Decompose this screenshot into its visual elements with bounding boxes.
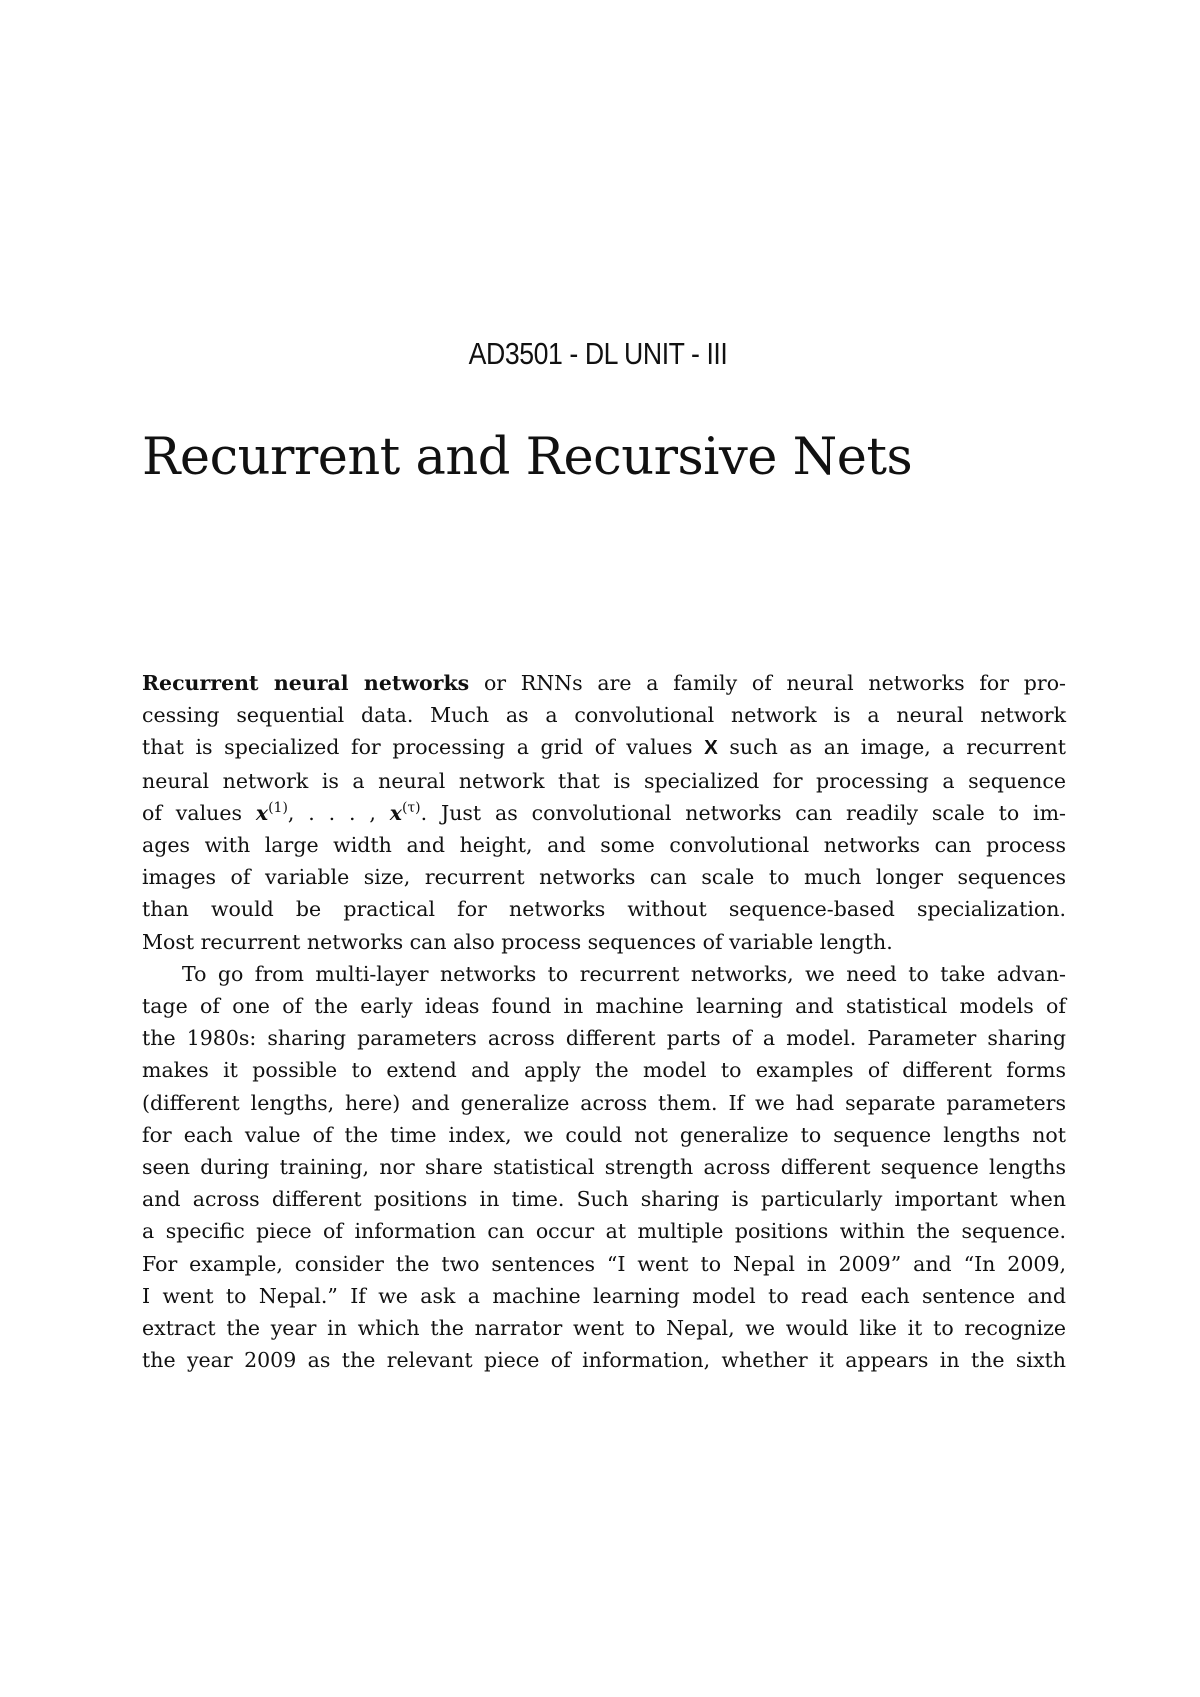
paragraph-2-line-9: a specific piece of information can occur at multiple positions within the sequence.	[142, 1219, 1066, 1244]
paragraph-1-line-6: ages with large width and height, and some convolutional networks can process	[142, 833, 1066, 858]
paragraph-2-line-3: the 1980s: sharing parameters across different parts of a model. Parameter sharing	[142, 1026, 1066, 1051]
key-term: Recurrent neural networks	[142, 671, 470, 695]
math-superscript: (τ)	[401, 799, 421, 816]
paragraph-2-line-6: for each value of the time index, we could not generalize to sequence lengths not	[142, 1122, 1066, 1147]
paragraph-2	[142, 958, 1066, 1377]
text-span: , . . . ,	[287, 800, 376, 825]
math-variable: X	[704, 736, 718, 760]
paragraph-2-line-2: tage of one of the early ideas found in machine learning and statistical models of	[142, 994, 1066, 1019]
paragraph-2-line-1: To go from multi-layer networks to recurrent networks, we need to take advan-	[182, 961, 1066, 986]
body-text	[142, 667, 1066, 1376]
paragraph-2-line-12: extract the year in which the narrator went to Nepal, we would like it to recognize	[142, 1316, 1066, 1341]
paragraph-1-line-9: Most recurrent networks can also process sequences of variable length.	[142, 929, 893, 954]
paragraph-1-line-5	[142, 797, 1066, 829]
text-span: that is specialized for processing a grid of values	[142, 735, 693, 760]
paragraph-1-line-1	[142, 667, 1066, 699]
paragraph-1-line-3	[142, 731, 1066, 764]
paragraph-1-line-4: neural network is a neural network that is specialized for processing a sequence	[142, 768, 1066, 793]
paragraph-2-line-4: makes it possible to extend and apply the model to examples of different forms	[142, 1058, 1066, 1083]
paragraph-1-line-7: images of variable size, recurrent networks can scale to much longer sequences	[142, 865, 1066, 890]
text-span: such as an image, a recurrent	[729, 735, 1066, 760]
paragraph-2-line-11: I went to Nepal.” If we ask a machine learning model to read each sentence and	[142, 1283, 1066, 1308]
paragraph-2-line-5: (different lengths, here) and generalize across them. If we had separate parameters	[142, 1090, 1066, 1115]
paragraph-2-line-7: seen during training, nor share statistical strength across different sequence lengths	[142, 1155, 1066, 1180]
paragraph-2-line-8: and across different positions in time. Such sharing is particularly important when	[142, 1187, 1066, 1212]
paragraph-2-line-13: the year 2009 as the relevant piece of information, whether it appears in the sixth	[142, 1348, 1066, 1373]
paragraph-1-line-2: cessing sequential data. Much as a convolutional network is a neural network	[142, 703, 1066, 728]
paragraph-1	[142, 667, 1066, 958]
text-span: of values	[142, 800, 242, 825]
course-header: AD3501 - DL UNIT - III	[468, 336, 728, 371]
paragraph-1-line-8: than would be practical for networks without sequence-based specialization.	[142, 897, 1066, 922]
math-variable: x	[255, 800, 269, 825]
math-superscript: (1)	[268, 799, 288, 816]
paragraph-2-line-10: For example, consider the two sentences “I went to Nepal in 2009” and “In 2009,	[142, 1251, 1066, 1276]
text-span: or RNNs are a family of neural networks for pro-	[483, 671, 1066, 695]
math-variable: x	[389, 800, 402, 825]
text-span: . Just as convolutional networks can readily scale to im-	[420, 800, 1066, 825]
chapter-title: Recurrent and Recursive Nets	[142, 428, 913, 487]
